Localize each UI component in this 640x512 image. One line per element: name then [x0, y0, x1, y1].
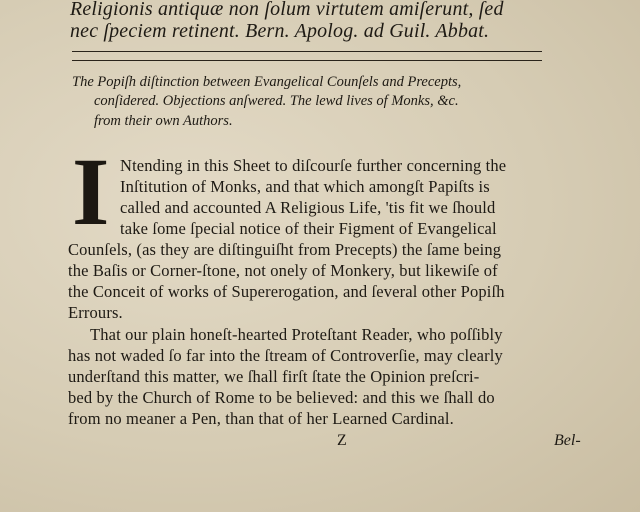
body-line: bed by the Church of Rome to be believed: and this we ſhall do: [68, 388, 495, 407]
body-line: the Conceit of works of Supererogation, and ſeveral other Popiſh: [68, 282, 505, 301]
header-motto-line-1: Religionis antiquæ non ſolum virtutem amiſerunt, ſed: [70, 0, 504, 20]
body-line: That our plain honeſt-hearted Proteſtant Reader, who poſſibly: [90, 325, 503, 344]
body-line: from no meaner a Pen, than that of her Learned Cardinal.: [68, 409, 454, 428]
body-line: Errours.: [68, 303, 123, 322]
body-line: underſtand this matter, we ſhall firſt ſtate the Opinion preſcri-: [68, 367, 480, 386]
body-line: has not waded ſo far into the ſtream of Controverſie, may clearly: [68, 346, 503, 365]
drop-cap-letter: I: [72, 138, 110, 245]
divider-rule-top: [72, 51, 542, 52]
body-line: called and accounted A Religious Life, 'tis fit we ſhould: [120, 198, 496, 217]
body-line: Ntending in this Sheet to diſcourſe further concerning the: [120, 156, 507, 175]
summary-line-1: The Popiſh diſtinction between Evangelical Counſels and Precepts,: [72, 74, 462, 90]
catchword: Bel-: [554, 432, 581, 449]
body-line: the Baſis or Corner-ſtone, not onely of Monkery, but likewiſe of: [68, 261, 498, 280]
body-line: Inſtitution of Monks, and that which amongſt Papiſts is: [120, 177, 490, 196]
summary-line-3: from their own Authors.: [94, 113, 233, 129]
signature-mark: Z: [337, 432, 347, 449]
summary-line-2: conſidered. Objections anſwered. The lewd lives of Monks, &c.: [94, 93, 459, 109]
header-motto-line-2: nec ſpeciem retinent. Bern. Apolog. ad Guil. Abbat.: [70, 20, 490, 42]
body-line: Counſels, (as they are diſtinguiſht from Precepts) the ſame being: [68, 240, 502, 259]
divider-rule-bottom: [72, 60, 542, 61]
body-line: take ſome ſpecial notice of their Figment of Evangelical: [120, 219, 497, 238]
